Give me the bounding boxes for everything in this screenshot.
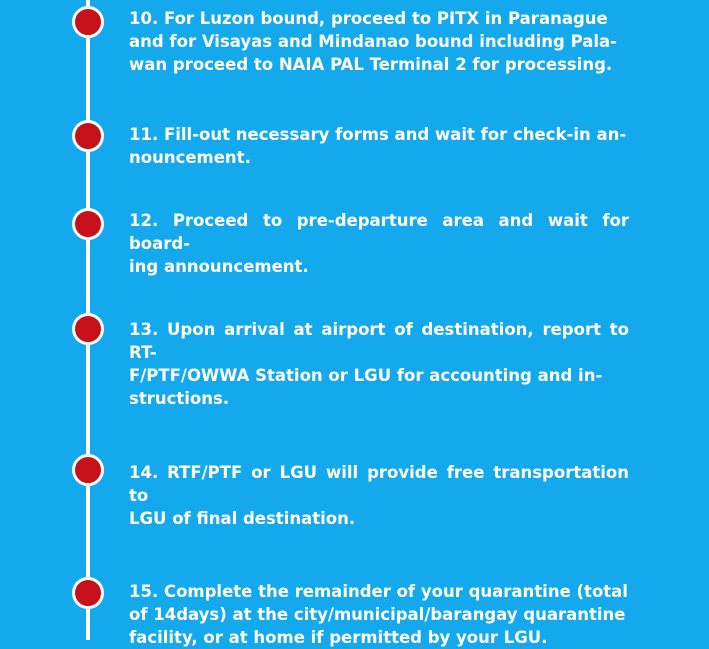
step-line: of 14days) at the city/municipal/barangay quarantine [129, 605, 626, 624]
step-line: 15. Complete the remainder of your quarantine (total [129, 582, 628, 601]
step-text [129, 123, 629, 169]
step-line: structions. [129, 389, 230, 408]
step-line: 12. Proceed to pre-departure area and wait for board- [129, 211, 629, 253]
step-text [129, 461, 629, 530]
step-line: LGU of final destination. [129, 509, 356, 528]
step-line: 13. Upon arrival at airport of destination, report to RT- [129, 320, 629, 362]
step-marker-icon [72, 454, 104, 486]
step-line: F/PTF/OWWA Station or LGU for accounting and in- [129, 366, 603, 385]
step-line: ing announcement. [129, 257, 309, 276]
step-text [129, 209, 629, 278]
step-line: 10. For Luzon bound, proceed to PITX in Paranague [129, 9, 608, 28]
step-marker-icon [72, 208, 104, 240]
step-marker-icon [72, 6, 104, 38]
step-marker-icon [72, 577, 104, 609]
step-line: wan proceed to NAIA PAL Terminal 2 for processing. [129, 55, 613, 74]
step-marker-icon [72, 313, 104, 345]
step-line: 14. RTF/PTF or LGU will provide free transportation to [129, 463, 629, 505]
step-marker-icon [72, 120, 104, 152]
step-line: 11. Fill-out necessary forms and wait for check-in an- [129, 125, 627, 144]
step-text [129, 318, 629, 410]
step-line: nouncement. [129, 148, 251, 167]
step-text [129, 580, 629, 649]
step-line: and for Visayas and Mindanao bound including Pala- [129, 32, 618, 51]
step-line: facility, or at home if permitted by your LGU. [129, 628, 548, 647]
step-text [129, 7, 629, 76]
